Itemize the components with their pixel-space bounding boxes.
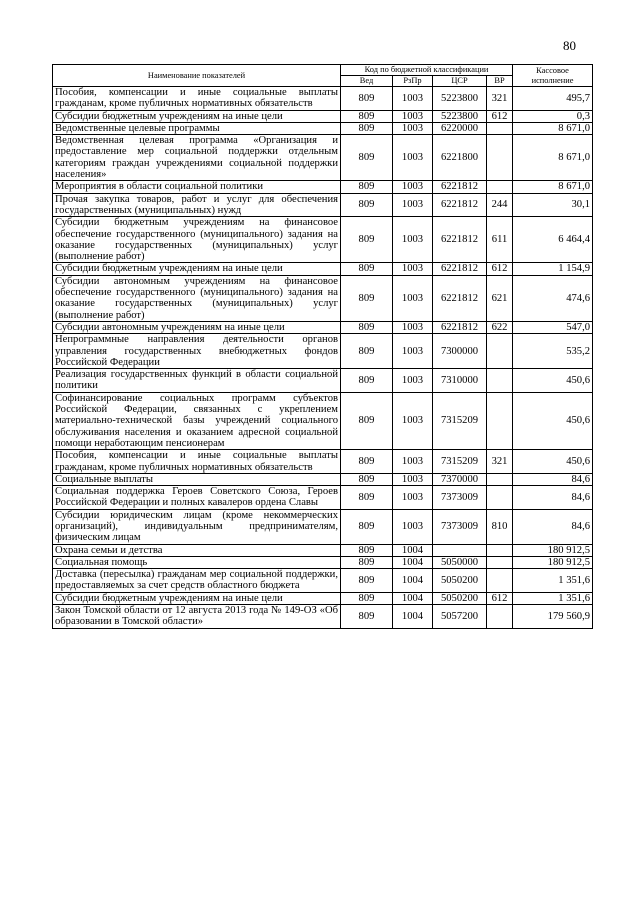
cell-amount: 495,7 — [513, 87, 593, 111]
cell-name: Ведомственная целевая программа «Организация и предоставление мер социальной поддержки отдельным категориям граждан учреждениями социальной поддержки населения» — [53, 135, 341, 181]
header-amount: Кассовое исполнение — [513, 65, 593, 87]
cell-rzpr: 1003 — [393, 392, 433, 449]
cell-rzpr: 1004 — [393, 592, 433, 604]
cell-name: Охрана семьи и детства — [53, 544, 341, 556]
cell-amount: 547,0 — [513, 321, 593, 333]
table-row — [53, 122, 593, 134]
cell-rzpr: 1003 — [393, 217, 433, 263]
cell-csr: 6221812 — [433, 321, 487, 333]
table-row — [53, 263, 593, 275]
cell-csr: 7373009 — [433, 509, 487, 544]
cell-vr — [487, 544, 513, 556]
table-row — [53, 392, 593, 449]
cell-amount: 1 351,6 — [513, 569, 593, 593]
cell-vr — [487, 334, 513, 369]
cell-csr — [433, 544, 487, 556]
cell-name: Реализация государственных функций в области социальной политики — [53, 369, 341, 393]
cell-amount: 30,1 — [513, 193, 593, 217]
cell-name: Пособия, компенсации и иные социальные выплаты гражданам, кроме публичных нормативных обязательств — [53, 450, 341, 474]
cell-ved: 809 — [341, 122, 393, 134]
table-row — [53, 334, 593, 369]
cell-vr — [487, 605, 513, 629]
cell-amount: 6 464,4 — [513, 217, 593, 263]
table-row — [53, 544, 593, 556]
header-rzpr: РзПр — [393, 76, 433, 87]
cell-rzpr: 1004 — [393, 556, 433, 568]
cell-rzpr: 1003 — [393, 122, 433, 134]
cell-amount: 450,6 — [513, 369, 593, 393]
header-vr: ВР — [487, 76, 513, 87]
table-row — [53, 509, 593, 544]
cell-rzpr: 1003 — [393, 369, 433, 393]
cell-vr: 321 — [487, 87, 513, 111]
cell-rzpr: 1003 — [393, 334, 433, 369]
cell-ved: 809 — [341, 569, 393, 593]
header-ved: Вед — [341, 76, 393, 87]
cell-amount: 180 912,5 — [513, 544, 593, 556]
cell-amount: 1 351,6 — [513, 592, 593, 604]
cell-ved: 809 — [341, 605, 393, 629]
cell-ved: 809 — [341, 193, 393, 217]
table-row — [53, 556, 593, 568]
cell-rzpr: 1003 — [393, 473, 433, 485]
cell-rzpr: 1003 — [393, 135, 433, 181]
cell-csr: 5050200 — [433, 592, 487, 604]
cell-csr: 6221812 — [433, 263, 487, 275]
cell-rzpr: 1004 — [393, 569, 433, 593]
table-row — [53, 193, 593, 217]
cell-ved: 809 — [341, 473, 393, 485]
cell-csr: 5050200 — [433, 569, 487, 593]
table-row — [53, 181, 593, 193]
table-row — [53, 450, 593, 474]
cell-vr — [487, 473, 513, 485]
cell-name: Прочая закупка товаров, работ и услуг для обеспечения государственных (муниципальных) нужд — [53, 193, 341, 217]
cell-csr: 5057200 — [433, 605, 487, 629]
cell-name: Мероприятия в области социальной политики — [53, 181, 341, 193]
cell-csr: 5050000 — [433, 556, 487, 568]
cell-amount: 84,6 — [513, 509, 593, 544]
table-header — [53, 65, 593, 87]
cell-rzpr: 1003 — [393, 450, 433, 474]
table-row — [53, 473, 593, 485]
cell-name: Социальные выплаты — [53, 473, 341, 485]
table-row — [53, 321, 593, 333]
cell-rzpr: 1003 — [393, 321, 433, 333]
cell-csr: 7300000 — [433, 334, 487, 369]
cell-csr: 5223800 — [433, 110, 487, 122]
cell-csr: 6221812 — [433, 193, 487, 217]
cell-rzpr: 1003 — [393, 263, 433, 275]
cell-name: Субсидии автономным учреждениям на иные цели — [53, 321, 341, 333]
cell-rzpr: 1003 — [393, 181, 433, 193]
cell-vr: 621 — [487, 275, 513, 321]
header-csr: ЦСР — [433, 76, 487, 87]
cell-csr: 7315209 — [433, 450, 487, 474]
cell-vr: 612 — [487, 592, 513, 604]
cell-csr: 6221812 — [433, 275, 487, 321]
cell-csr: 6220000 — [433, 122, 487, 134]
cell-rzpr: 1003 — [393, 110, 433, 122]
cell-amount: 535,2 — [513, 334, 593, 369]
cell-vr: 321 — [487, 450, 513, 474]
cell-ved: 809 — [341, 509, 393, 544]
cell-vr — [487, 181, 513, 193]
page-number: 80 — [563, 38, 576, 53]
cell-amount: 450,6 — [513, 392, 593, 449]
cell-ved: 809 — [341, 275, 393, 321]
cell-vr: 622 — [487, 321, 513, 333]
cell-rzpr: 1003 — [393, 193, 433, 217]
cell-name: Непрограммные направления деятельности органов управления государственных внебюджетных фондов Российской Федерации — [53, 334, 341, 369]
cell-amount: 84,6 — [513, 473, 593, 485]
cell-name: Доставка (пересылка) гражданам мер социальной поддержки, предоставляемых за счет средств областного бюджета — [53, 569, 341, 593]
cell-ved: 809 — [341, 334, 393, 369]
table-row — [53, 605, 593, 629]
cell-vr: 612 — [487, 110, 513, 122]
cell-name: Субсидии бюджетным учреждениям на иные цели — [53, 592, 341, 604]
table-row — [53, 486, 593, 510]
cell-name: Закон Томской области от 12 августа 2013 года № 149-ОЗ «Об образовании в Томской области» — [53, 605, 341, 629]
table-row — [53, 217, 593, 263]
cell-name: Социальная помощь — [53, 556, 341, 568]
cell-amount: 474,6 — [513, 275, 593, 321]
cell-csr: 7315209 — [433, 392, 487, 449]
cell-rzpr: 1003 — [393, 87, 433, 111]
cell-name: Ведомственные целевые программы — [53, 122, 341, 134]
cell-ved: 809 — [341, 181, 393, 193]
cell-csr: 7310000 — [433, 369, 487, 393]
table-row — [53, 369, 593, 393]
cell-ved: 809 — [341, 450, 393, 474]
table-row — [53, 87, 593, 111]
cell-name: Субсидии бюджетным учреждениям на иные цели — [53, 110, 341, 122]
cell-vr — [487, 556, 513, 568]
cell-vr: 810 — [487, 509, 513, 544]
cell-ved: 809 — [341, 321, 393, 333]
cell-amount: 1 154,9 — [513, 263, 593, 275]
cell-vr: 612 — [487, 263, 513, 275]
cell-amount: 8 671,0 — [513, 122, 593, 134]
cell-vr — [487, 569, 513, 593]
cell-ved: 809 — [341, 263, 393, 275]
cell-vr — [487, 135, 513, 181]
cell-csr: 7373009 — [433, 486, 487, 510]
cell-amount: 84,6 — [513, 486, 593, 510]
table-row — [53, 135, 593, 181]
cell-ved: 809 — [341, 556, 393, 568]
cell-rzpr: 1004 — [393, 605, 433, 629]
budget-execution-table — [52, 64, 593, 629]
cell-name: Пособия, компенсации и иные социальные выплаты гражданам, кроме публичных нормативных обязательств — [53, 87, 341, 111]
cell-vr: 244 — [487, 193, 513, 217]
cell-vr — [487, 369, 513, 393]
cell-amount: 8 671,0 — [513, 135, 593, 181]
table-row — [53, 592, 593, 604]
cell-name: Социальная поддержка Героев Советского Союза, Героев Российской Федерации и полных кавалеров ордена Славы — [53, 486, 341, 510]
cell-ved: 809 — [341, 486, 393, 510]
cell-amount: 8 671,0 — [513, 181, 593, 193]
cell-rzpr: 1004 — [393, 544, 433, 556]
cell-csr: 5223800 — [433, 87, 487, 111]
cell-amount: 450,6 — [513, 450, 593, 474]
cell-ved: 809 — [341, 392, 393, 449]
table-row — [53, 275, 593, 321]
cell-csr: 7370000 — [433, 473, 487, 485]
table-row — [53, 569, 593, 593]
cell-ved: 809 — [341, 592, 393, 604]
cell-ved: 809 — [341, 369, 393, 393]
cell-name: Субсидии юридическим лицам (кроме некоммерческих организаций), индивидуальным предпринимателям, физическим лицам — [53, 509, 341, 544]
cell-amount: 179 560,9 — [513, 605, 593, 629]
cell-rzpr: 1003 — [393, 486, 433, 510]
header-name: Наименование показателей — [53, 65, 341, 87]
cell-vr: 611 — [487, 217, 513, 263]
header-code-group: Код по бюджетной классификации — [341, 65, 513, 76]
cell-ved: 809 — [341, 544, 393, 556]
cell-rzpr: 1003 — [393, 509, 433, 544]
cell-ved: 809 — [341, 110, 393, 122]
cell-amount: 0,3 — [513, 110, 593, 122]
cell-csr: 6221800 — [433, 135, 487, 181]
cell-rzpr: 1003 — [393, 275, 433, 321]
cell-csr: 6221812 — [433, 181, 487, 193]
cell-name: Субсидии бюджетным учреждениям на иные цели — [53, 263, 341, 275]
cell-name: Субсидии автономным учреждениям на финансовое обеспечение государственного (муниципального) задания на оказание государственных (муниципальных) услуг (выполнение работ) — [53, 275, 341, 321]
cell-ved: 809 — [341, 135, 393, 181]
cell-vr — [487, 122, 513, 134]
cell-vr — [487, 392, 513, 449]
cell-ved: 809 — [341, 217, 393, 263]
cell-name: Софинансирование социальных программ субъектов Российской Федерации, связанных с укреплением материально-технической базы учреждений социального обслуживания населения и оказанием адресной социальной помощи неработающим пенсионерам — [53, 392, 341, 449]
cell-amount: 180 912,5 — [513, 556, 593, 568]
cell-csr: 6221812 — [433, 217, 487, 263]
cell-name: Субсидии бюджетным учреждениям на финансовое обеспечение государственного (муниципального) задания на оказание государственных (муниципальных) услуг (выполнение работ) — [53, 217, 341, 263]
cell-vr — [487, 486, 513, 510]
cell-ved: 809 — [341, 87, 393, 111]
table-row — [53, 110, 593, 122]
table-body — [53, 87, 593, 629]
